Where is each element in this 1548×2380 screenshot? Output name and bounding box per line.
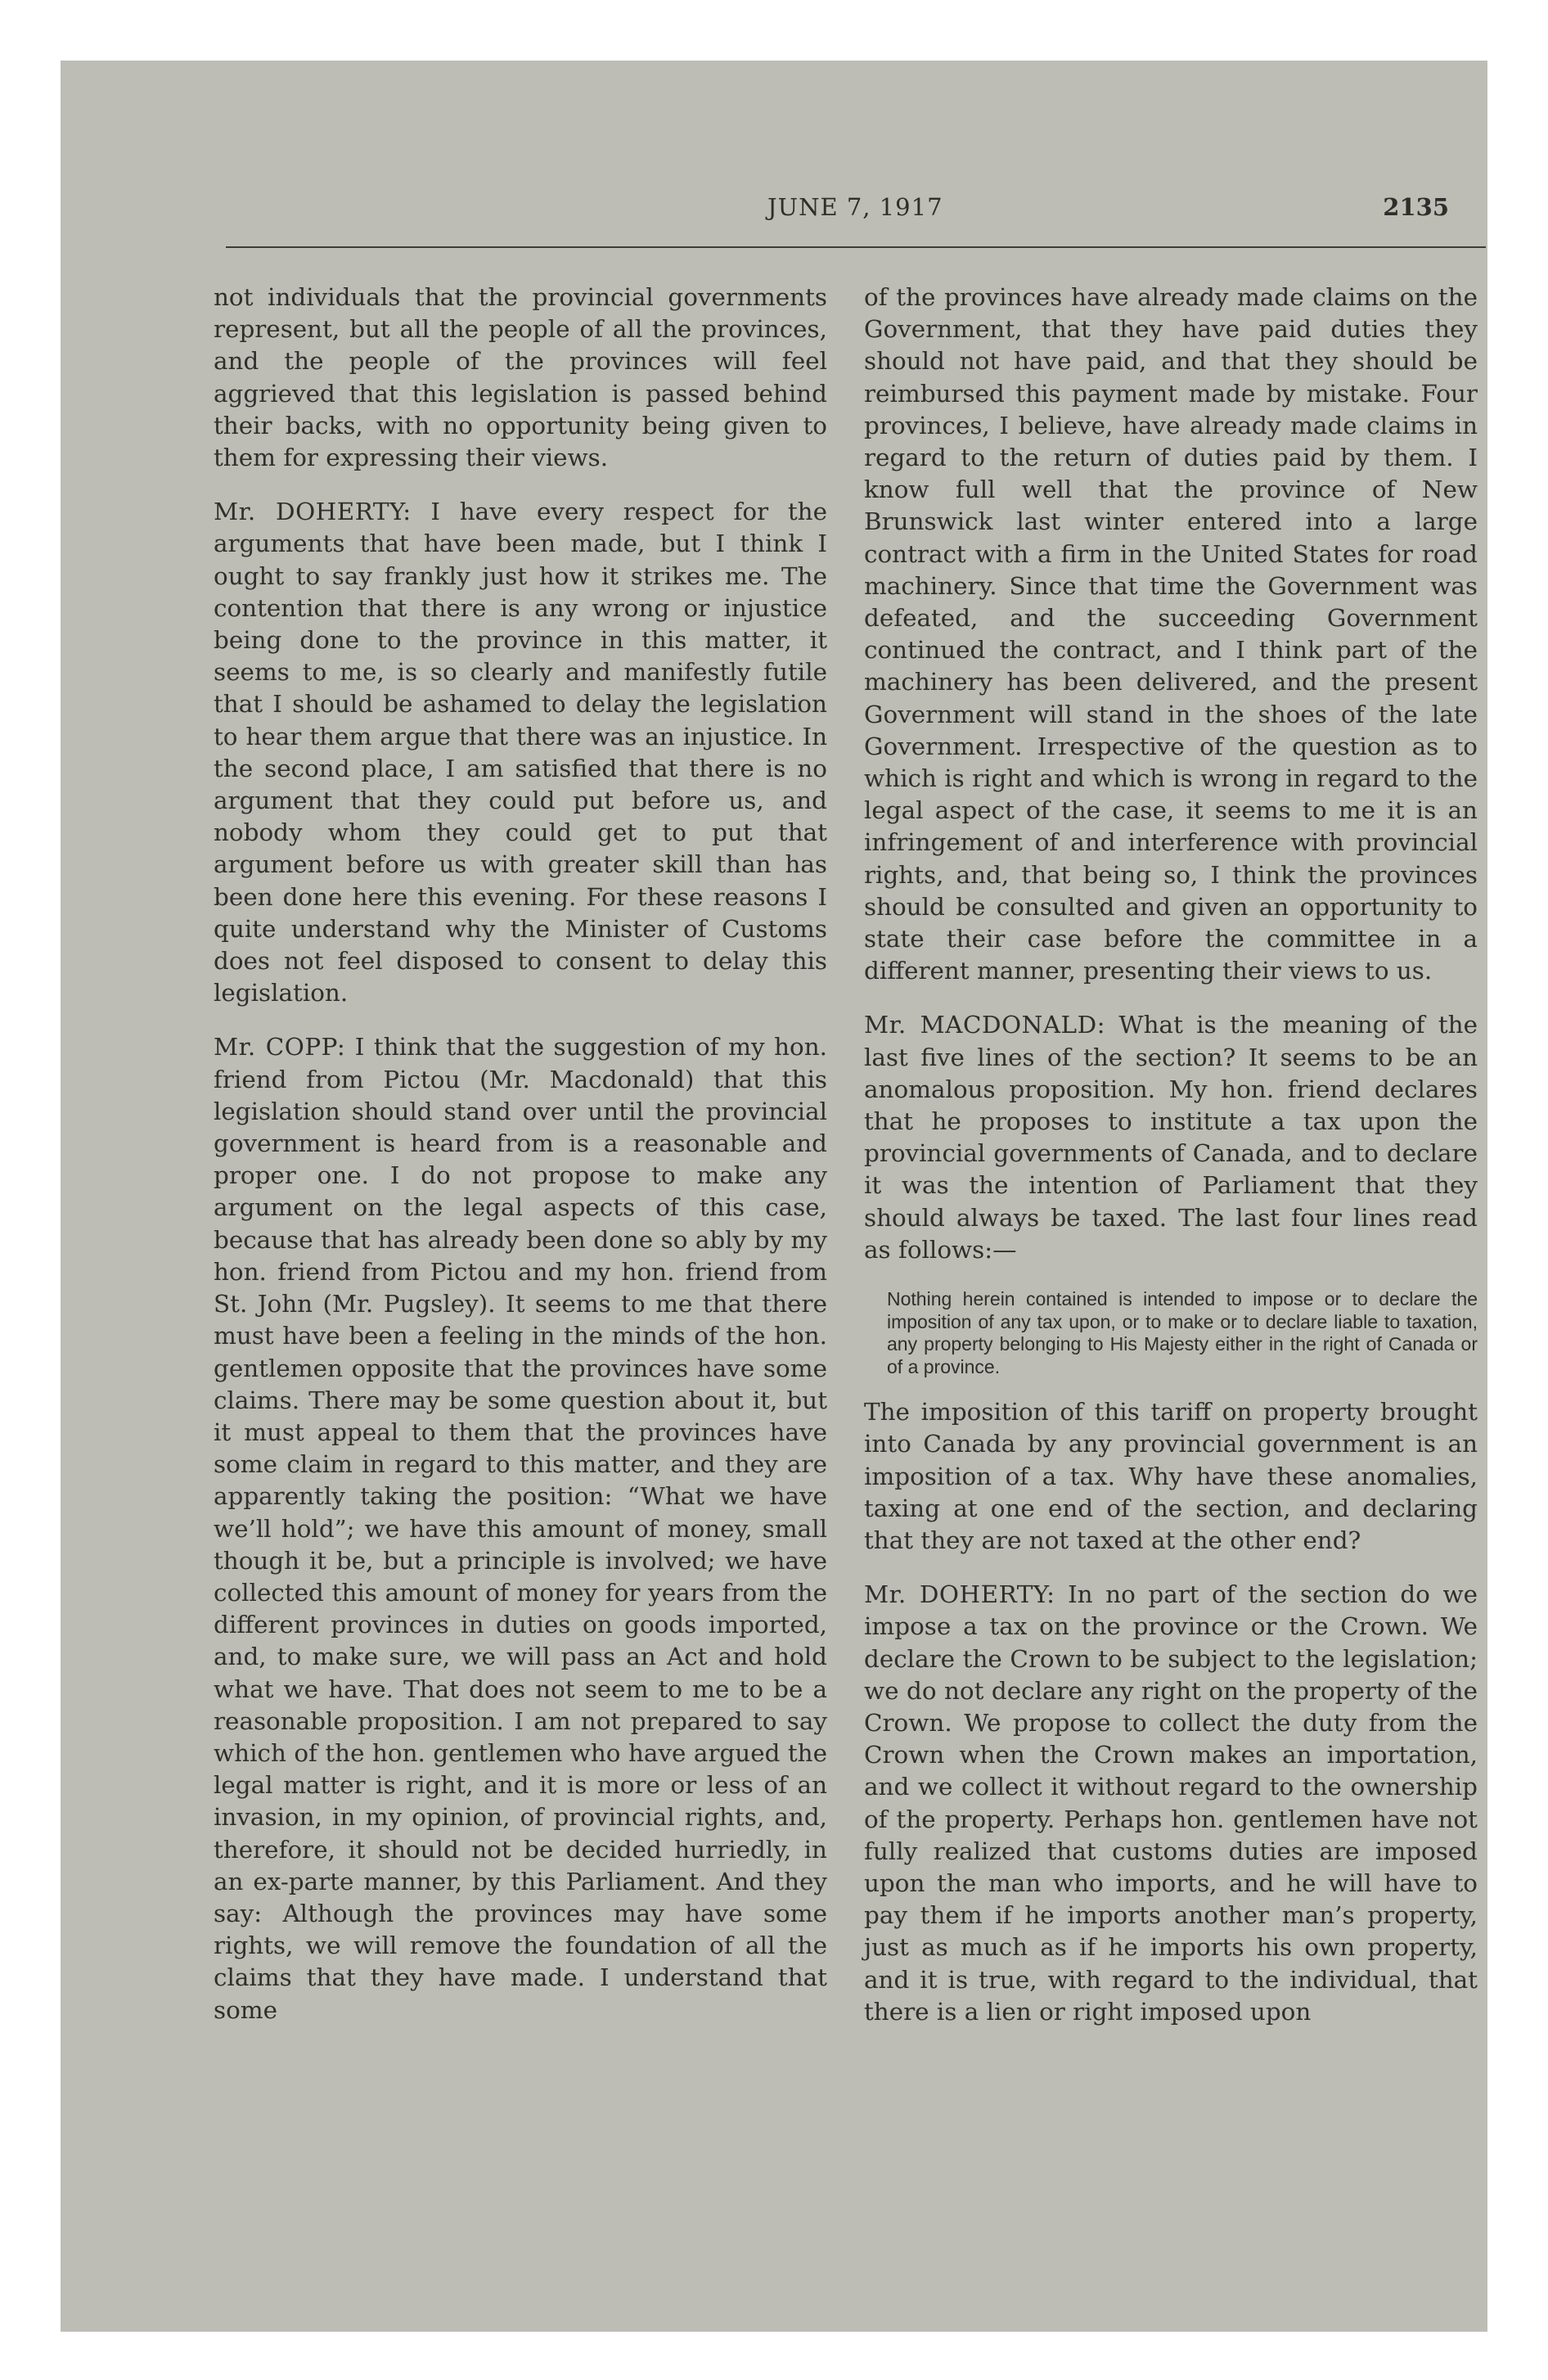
page-number: 2135 [1383, 193, 1449, 221]
speaker-name: Mr. COPP: [214, 1033, 346, 1062]
header-rule [226, 246, 1486, 248]
quoted-statute: Nothing herein contained is intended to impose or to declare the imposition of any tax upon, or to make or to declare liable to taxation, any property belonging to His Majesty either in the right of Canada or of a province. [887, 1288, 1478, 1377]
speech-text: In no part of the section do we impose a tax on the province or the Crown. We declare the Crown to be subject to the legislation; we do not declare any right on the property of the Crown. We propose to collect the duty from the Crown when the Crown makes an importation, and we collect it without regard to the ownership of the property. Perhaps hon. gentlemen have not fully realized that customs duties are imposed upon the man who imports, and he will have to pay them if he imports another man’s property, just as much as if he imports his own property, and it is true, with regard to the individual, that there is a lien or right imposed upon [864, 1580, 1478, 2026]
speaker-name: Mr. MACDONALD: [864, 1011, 1106, 1039]
paragraph-continuation: of the provinces have already made claims on the Government, that they have paid duties they should not have paid, and that they should be reimbursed this payment made by mistake. Four provinces, I believe, have already made claims in regard to the return of duties paid by them. I know full well that the province of New Brunswick last winter entered into a large contract with a firm in the United States for road machinery. Since that time the Government was defeated, and the succeeding Government continued the contract, and I think part of the machinery has been delivered, and the present Government will stand in the shoes of the late Government. Irrespective of the question as to which is right and which is wrong in regard to the legal aspect of the case, it seems to me it is an infringement of and interference with provincial rights, and, that being so, I think the provinces should be consulted and given an opportunity to state their case before the committee in a different manner, presenting their views to us. [864, 283, 1478, 985]
paragraph-macdonald-continued: The imposition of this tariff on property brought into Canada by any provincial government is an imposition of a tax. Why have these anomalies, taxing at one end of the section, and declaring that they are not taxed at the other end? [864, 1398, 1478, 1554]
scanned-page-background [61, 61, 1487, 2332]
speech-text: I think that the suggestion of my hon. friend from Pictou (Mr. Macdonald) that this legislation should stand over until the provincial government is heard from is a reasonable and proper one. I do not propose to make any argument on the legal aspects of this case, because that has already been done so ably by my hon. friend from Pictou and my hon. friend from St. John (Mr. Pugsley). It seems to me that there must have been a feeling in the minds of the hon. gentlemen opposite that the provinces have some claims. There may be some question about it, but it must appeal to them that the provinces have some claim in regard to this matter, and they are apparently taking the position: “What we have we’ll hold”; we have this amount of money, small though it be, but a principle is involved; we have collected this amount of money for years from the different provinces in duties on goods imported, and, to make sure, we will pass an Act and hold what we have. That does not seem to me to be a reasonable proposition. I am not prepared to say which of the hon. gentlemen who have argued the legal matter is right, and it is more or less of an invasion, in my opinion, of provincial rights, and, therefore, it should not be decided hurriedly, in an ex-parte manner, by this Parliament. And they say: Although the provinces may have some rights, we will remove the foundation of all the claims that they have made. I understand that some [214, 1033, 828, 2024]
speaker-name: Mr. DOHERTY: [214, 498, 412, 526]
paragraph-copp [214, 1031, 827, 2026]
paragraph-doherty-reply [864, 1579, 1478, 2028]
page-header [128, 128, 1539, 221]
paragraph-macdonald [864, 1009, 1478, 1266]
right-column [864, 282, 1478, 2050]
paragraph-doherty [214, 496, 827, 1009]
speech-text: I have every respect for the arguments that have been made, but I think I ought to say frankly just how it strikes me. The contention that there is any wrong or injustice being done to the province in this matter, it seems to me, is so clearly and manifestly futile that I should be ashamed to delay the legislation to hear them argue that there was an injustice. In the second place, I am satisfied that there is no argument that they could put before us, and nobody whom they could get to put that argument before us with greater skill than has been done here this evening. For these reasons I quite understand why the Minister of Customs does not feel disposed to consent to delay this legislation. [214, 498, 827, 1007]
hansard-page [128, 128, 1539, 2378]
paragraph-continuation: not individuals that the provincial governments represent, but all the people of all the provinces, and the people of the provinces will feel aggrieved that this legislation is passed behind their backs, with no opportunity being given to them for expressing their views. [214, 283, 827, 472]
left-column [214, 282, 827, 2049]
speaker-name: Mr. DOHERTY: [864, 1580, 1055, 1609]
running-header-date: JUNE 7, 1917 [767, 193, 943, 221]
speech-text: What is the meaning of the last five lines of the section? It seems to be an anomalous proposition. My hon. friend declares that he proposes to institute a tax upon the provincial governments of Canada, and to declare it was the intention of Parliament that they should always be taxed. The last four lines read as follows:— [864, 1011, 1478, 1264]
